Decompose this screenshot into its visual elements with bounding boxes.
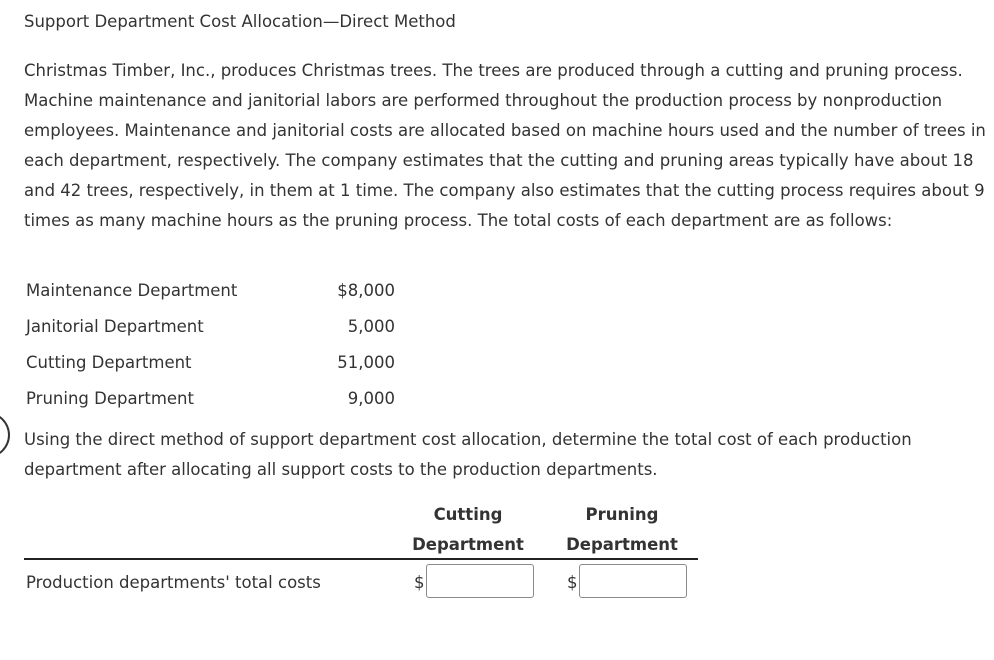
problem-description: Christmas Timber, Inc., produces Christmas trees. The trees are produced through a cutting and pruning process. Machine maintenance and janitorial labors are performed throughout the production process by nonproduction employees. Maintenance and janitorial costs are allocated based on machine hours used and the number of trees in each department, respectively. The company estimates that the cutting and pruning areas typically have about 18 and 42 trees, respectively, in them at 1 time. The company also estimates that the cutting process requires about 9 times as many machine hours as the pruning process. The total costs of each department are as follows: xyxy=(24,61,986,230)
column-header-line: Department xyxy=(412,535,524,554)
currency-symbol: $ xyxy=(414,573,425,592)
cost-value: 9,000 xyxy=(347,389,395,408)
pruning-total-input[interactable] xyxy=(579,564,687,598)
cost-value: $8,000 xyxy=(337,281,395,300)
column-header-cutting xyxy=(406,500,530,560)
department-costs-table xyxy=(26,276,406,420)
cost-label: Maintenance Department xyxy=(26,281,238,300)
cost-row-cutting xyxy=(26,348,406,384)
answer-table xyxy=(24,500,700,610)
cost-value: 5,000 xyxy=(347,317,395,336)
cost-value: 51,000 xyxy=(337,353,395,372)
cost-label: Cutting Department xyxy=(26,353,192,372)
cutting-total-input[interactable] xyxy=(426,564,534,598)
header-divider xyxy=(24,558,698,560)
cost-row-pruning xyxy=(26,384,406,420)
question-text: Using the direct method of support department cost allocation, determine the total cost of each production department after allocating all support costs to the production departments. xyxy=(24,430,912,479)
column-header-line: Department xyxy=(566,535,678,554)
page-title: Support Department Cost Allocation—Direct Method xyxy=(24,12,456,31)
cost-row-maintenance xyxy=(26,276,406,312)
cost-label: Janitorial Department xyxy=(26,317,204,336)
column-header-line: Cutting xyxy=(433,505,503,524)
cost-label: Pruning Department xyxy=(26,389,194,408)
cost-row-janitorial xyxy=(26,312,406,348)
currency-symbol: $ xyxy=(567,573,578,592)
row-label-total-costs: Production departments' total costs xyxy=(26,573,321,592)
column-header-pruning xyxy=(558,500,686,560)
question-marker-bracket xyxy=(0,412,10,458)
column-header-line: Pruning xyxy=(585,505,659,524)
